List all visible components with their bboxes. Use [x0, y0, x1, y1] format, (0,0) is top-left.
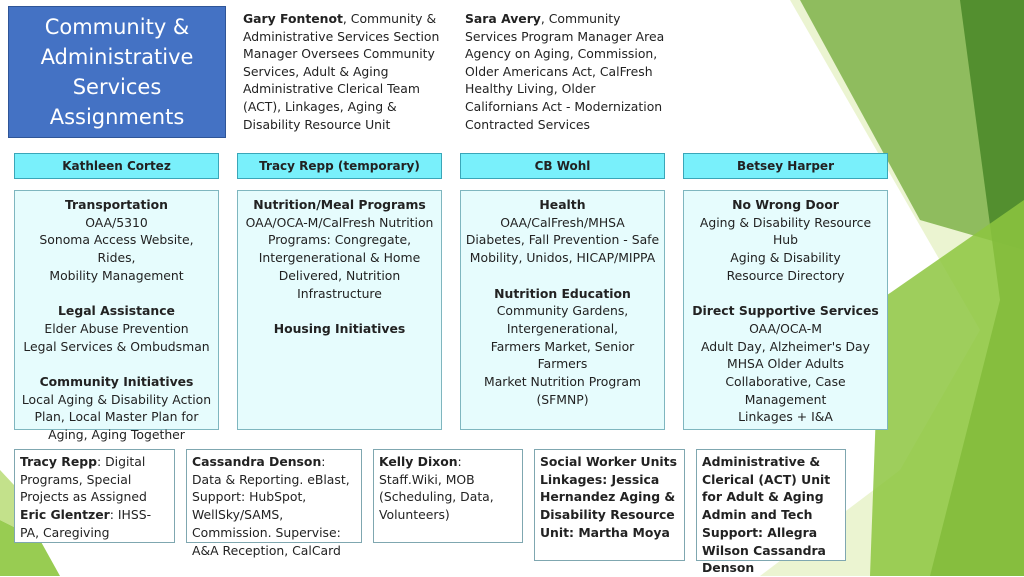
- bottom-text: : IHSS-PA, Caregiving: [20, 507, 152, 540]
- section-line: Adult Day, Alzheimer's Day: [701, 338, 870, 354]
- bottom-box-social-worker: [534, 449, 685, 561]
- bottom-text: Cassandra Denson: [192, 454, 322, 469]
- column-card-kathleen: [14, 190, 219, 443]
- bottom-text: Tracy Repp: [20, 454, 97, 469]
- section-line: Resource Directory: [726, 267, 845, 283]
- bottom-box-digital: [14, 449, 175, 543]
- section-line: OAA/OCA-M: [749, 320, 822, 336]
- column-card-tracy: [237, 190, 442, 430]
- section-title: No Wrong Door: [732, 197, 839, 212]
- column-header-tracy: Tracy Repp (temporary): [237, 153, 442, 179]
- bottom-text: Administrative & Clerical (ACT) Unit for Adult & Aging Admin and Tech Support: Allegra Wilson Cassandra Denson: [702, 454, 831, 576]
- section-line: Management: [744, 391, 827, 407]
- intro-name: Gary Fontenot: [243, 11, 343, 26]
- section-title: Housing Initiatives: [273, 320, 406, 336]
- section-line: Aging & Disability: [730, 250, 841, 266]
- section-line: Intergenerational & Home: [258, 250, 421, 266]
- intro-text: , Community & Administrative Services Section Manager Oversees Community Services, Adult & Aging Administrative Clerical Team (ACT), Linkages, Aging & Disability Resource Unit: [243, 11, 440, 132]
- intro-gary: [243, 10, 448, 133]
- section-line: Sonoma Access Website, Rides,: [39, 232, 194, 266]
- section-line: Infrastructure: [297, 285, 382, 301]
- column-card-betsey: [683, 190, 888, 430]
- bottom-box-act-unit: [696, 449, 846, 576]
- bottom-text: : Digital Programs, Special Projects as Assigned: [20, 454, 147, 505]
- section-title: Direct Supportive Services: [692, 303, 879, 319]
- bottom-text: : Staff.Wiki, MOB (Scheduling, Data, Volunteers): [379, 454, 494, 523]
- column-card-cb: [460, 190, 665, 430]
- bottom-text: Kelly Dixon: [379, 454, 458, 469]
- section-title: Transportation: [64, 197, 169, 212]
- column-header-cb: CB Wohl: [460, 153, 665, 179]
- section-title: Nutrition/Meal Programs: [253, 197, 426, 212]
- section-line: Aging & Disability Resource Hub: [699, 214, 872, 248]
- section-line: Linkages + I&A: [738, 409, 833, 425]
- section-line: Collaborative, Case: [725, 374, 846, 390]
- section-line: Elder Abuse Prevention: [44, 320, 189, 336]
- column-header-betsey: Betsey Harper: [683, 153, 888, 179]
- section-line: Mobility, Unidos, HICAP/MIPPA: [469, 250, 656, 266]
- page-title: [8, 6, 226, 138]
- bottom-box-data-reporting: [186, 449, 362, 558]
- section-line: OAA/5310: [85, 214, 148, 230]
- intro-text: , Community Services Program Manager Area Agency on Aging, Commission, Older Americans Act, CalFresh Healthy Living, Older Californians Act - Modernization Contracted Services: [465, 11, 665, 132]
- section-line: (SFMNP): [536, 391, 589, 407]
- bottom-text: : Data & Reporting. eBlast, Support: HubSpot, WellSky/SAMS, Commission. Supervise: A&A Reception, CalCard: [192, 454, 350, 558]
- section-line: Local Aging & Disability Action: [21, 391, 212, 407]
- bottom-box-staff-wiki: [373, 449, 523, 543]
- section-line: Aging, Aging Together: [48, 427, 185, 443]
- section-line: Programs: Congregate,: [267, 232, 412, 248]
- section-title: Community Initiatives: [39, 374, 194, 389]
- section-line: Farmers Market, Senior Farmers: [490, 338, 635, 372]
- section-line: Mobility Management: [49, 267, 184, 283]
- section-line: Intergenerational,: [506, 320, 619, 336]
- section-title: Health: [539, 197, 586, 212]
- section-line: OAA/CalFresh/MHSA: [500, 214, 625, 230]
- section-line: Market Nutrition Program: [484, 374, 641, 390]
- section-line: Delivered, Nutrition: [278, 267, 401, 283]
- section-line: MHSA Older Adults: [727, 356, 844, 372]
- intro-name: Sara Avery: [465, 11, 541, 26]
- section-line: OAA/OCA-M/CalFresh Nutrition: [245, 214, 434, 230]
- bottom-text: Eric Glentzer: [20, 507, 110, 523]
- section-line: Community Gardens,: [496, 303, 629, 319]
- column-header-kathleen: Kathleen Cortez: [14, 153, 219, 179]
- section-line: Plan, Local Master Plan for: [34, 409, 199, 425]
- section-line: Legal Services & Ombudsman: [23, 338, 210, 354]
- section-title: Nutrition Education: [494, 285, 631, 301]
- section-line: Diabetes, Fall Prevention - Safe: [465, 232, 660, 248]
- section-title: Legal Assistance: [58, 303, 175, 319]
- page-title-text: Community & Administrative Services Assignments: [40, 15, 194, 129]
- bottom-text: Social Worker Units Linkages: Jessica Hernandez Aging & Disability Resource Unit: Martha Moya: [540, 454, 677, 540]
- intro-sara: [465, 10, 665, 133]
